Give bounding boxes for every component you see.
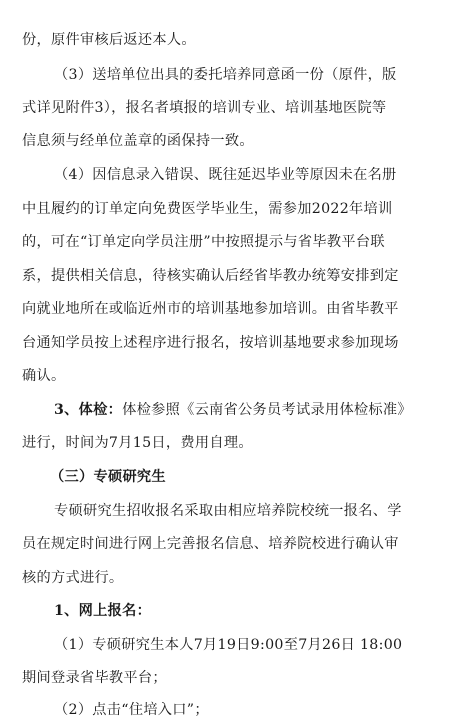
text-line: 式详见附件3），报名者填报的培训专业、培训基地医院等 — [22, 100, 387, 116]
text-line: 中且履约的订单定向免费医学毕业生，需参加2022年培训 — [22, 201, 393, 217]
text-line: 进行，时间为7月15日，费用自理。 — [22, 435, 253, 451]
text-line: （2）点击“住培入口”； — [54, 702, 209, 718]
section-3-heading: 3、体检： — [54, 402, 123, 418]
text-line: 台通知学员按上述程序进行报名，按培训基地要求参加现场 — [22, 335, 399, 351]
text-line: 的，可在“订单定向学员注册”中按照提示与省毕教平台联 — [22, 234, 385, 250]
text-line: 期间登录省毕教平台； — [22, 670, 167, 686]
text-line: （3）送培单位出具的委托培养同意函一份（原件，版 — [54, 67, 397, 83]
text-line: （1）专硕研究生本人7月19日9:00至7月26日 18:00 — [54, 637, 403, 653]
text-line: 信息须与经单位盖章的函保持一致。 — [22, 133, 254, 149]
text-line: （4）因信息录入错误、既往延迟毕业等原因未在名册 — [54, 167, 397, 183]
subsection-heading: 1、网上报名： — [54, 603, 152, 619]
section-3-line — [54, 400, 446, 420]
text-line: 系，提供相关信息，待核实确认后经省毕教办统筹安排到定 — [22, 268, 399, 284]
text-line: 向就业地所在或临近州市的培训基地参加培训。由省毕教平 — [22, 301, 399, 317]
text-line: 员在规定时间进行网上完善报名信息、培养院校进行确认审 — [22, 536, 399, 552]
text-line: 份，原件审核后返还本人。 — [22, 32, 196, 48]
section-3-text: 体检参照《云南省公务员考试录用体检标准》 — [122, 402, 412, 418]
text-line: 确认。 — [22, 368, 66, 384]
text-line: 专硕研究生招收报名采取由相应培养院校统一报名、学 — [54, 503, 402, 519]
text-line: 核的方式进行。 — [22, 570, 124, 586]
section-heading: （三）专硕研究生 — [50, 469, 166, 485]
